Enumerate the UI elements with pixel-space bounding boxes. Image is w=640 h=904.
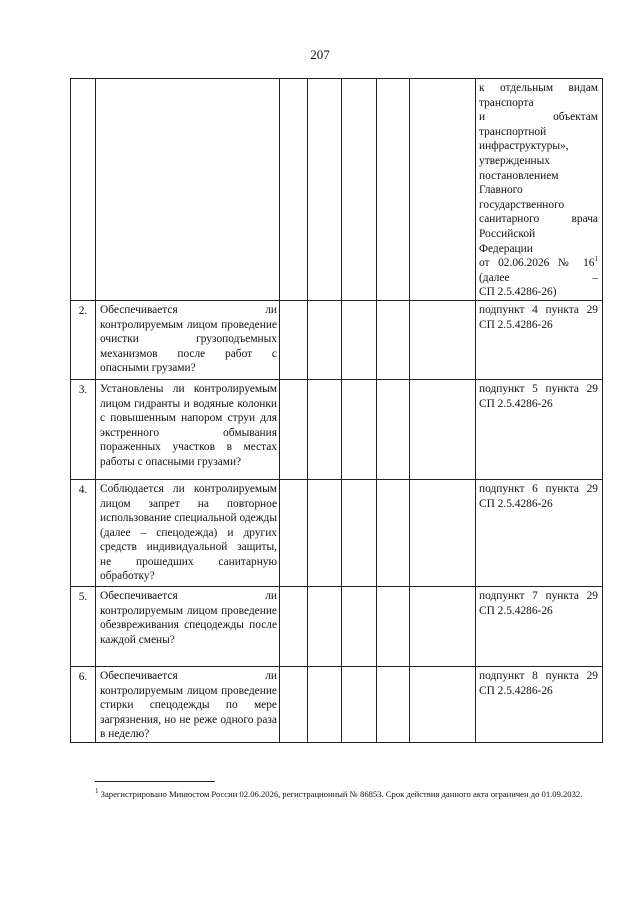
table-row bbox=[71, 379, 603, 479]
checklist-table bbox=[70, 78, 603, 743]
cell-mark bbox=[308, 586, 342, 666]
cell-mark bbox=[377, 79, 410, 301]
cell-mark bbox=[280, 666, 308, 742]
ref-line: санитарного врача bbox=[479, 213, 598, 226]
table-row bbox=[71, 586, 603, 666]
table-row-continuation bbox=[71, 79, 603, 301]
cell-mark bbox=[342, 300, 377, 379]
cell-mark bbox=[280, 586, 308, 666]
ref-line-text: от 02.06.2026 № 16 bbox=[479, 257, 595, 270]
cell-question bbox=[96, 79, 280, 301]
cell-note bbox=[410, 300, 476, 379]
ref-line: к отдельным видам bbox=[479, 82, 598, 94]
cell-mark bbox=[342, 79, 377, 301]
cell-reference: подпункт 4 пункта 29 СП 2.5.4286-26 bbox=[476, 300, 603, 379]
cell-note bbox=[410, 79, 476, 301]
cell-num: 3. bbox=[71, 379, 96, 479]
cell-mark bbox=[308, 79, 342, 301]
question-text: Обеспечивается ли контролируемым лицом проведение обезвреживания спецодежды после каждой смены? bbox=[100, 589, 277, 646]
cell-mark bbox=[377, 586, 410, 666]
cell-note bbox=[410, 666, 476, 742]
cell-mark bbox=[280, 300, 308, 379]
cell-note bbox=[410, 586, 476, 666]
footnote-divider bbox=[95, 781, 215, 782]
cell-mark bbox=[308, 479, 342, 586]
cell-mark bbox=[377, 666, 410, 742]
question-text: Соблюдается ли контролируемым лицом запрет на повторное использование специальной одежды (далее – спецодежда) и других средств индивидуальной защиты, не прошедших санитарную обработку? bbox=[100, 482, 277, 583]
table-row bbox=[71, 666, 603, 742]
cell-question bbox=[96, 666, 280, 742]
cell-mark bbox=[342, 666, 377, 742]
cell-num: 4. bbox=[71, 479, 96, 586]
cell-reference bbox=[476, 79, 603, 301]
question-text: Обеспечивается ли контролируемым лицом проведение очистки грузоподъемных механизмов после работ с опасными грузами? bbox=[100, 303, 277, 375]
cell-mark bbox=[377, 479, 410, 586]
cell-num bbox=[71, 79, 96, 301]
cell-reference: подпункт 6 пункта 29 СП 2.5.4286-26 bbox=[476, 479, 603, 586]
cell-mark bbox=[377, 300, 410, 379]
ref-line: Российской bbox=[479, 227, 536, 240]
ref-line-with-footnote bbox=[479, 256, 598, 271]
cell-reference: подпункт 8 пункта 29 СП 2.5.4286-26 bbox=[476, 666, 603, 742]
cell-num: 6. bbox=[71, 666, 96, 742]
ref-line: Главного bbox=[479, 184, 523, 197]
cell-reference: подпункт 7 пункта 29 СП 2.5.4286-26 bbox=[476, 586, 603, 666]
cell-mark bbox=[342, 586, 377, 666]
page-number: 207 bbox=[310, 47, 330, 62]
ref-line: транспортной bbox=[479, 125, 547, 138]
cell-mark bbox=[280, 79, 308, 301]
cell-mark bbox=[308, 379, 342, 479]
cell-question bbox=[96, 300, 280, 379]
cell-question bbox=[96, 479, 280, 586]
cell-mark bbox=[308, 666, 342, 742]
ref-line: постановлением bbox=[479, 169, 559, 182]
cell-mark bbox=[280, 379, 308, 479]
cell-note bbox=[410, 379, 476, 479]
cell-num: 5. bbox=[71, 586, 96, 666]
cell-num: 2. bbox=[71, 300, 96, 379]
footnote-text: Зарегистрировано Минюстом России 02.06.2026, регистрационный № 86853. Срок действия данного акта ограничен до 01.09.2032. bbox=[100, 789, 583, 799]
ref-line: и объектам bbox=[479, 111, 598, 124]
cell-reference: подпункт 5 пункта 29 СП 2.5.4286-26 bbox=[476, 379, 603, 479]
cell-question bbox=[96, 379, 280, 479]
cell-mark bbox=[342, 379, 377, 479]
footnote-mark: 1 bbox=[594, 255, 598, 264]
ref-line: государственного bbox=[479, 198, 565, 211]
ref-line: утвержденных bbox=[479, 154, 550, 167]
ref-line: Федерации bbox=[479, 242, 533, 255]
table-body bbox=[71, 79, 603, 743]
ref-line: транспорта bbox=[479, 96, 534, 109]
cell-question bbox=[96, 586, 280, 666]
footnote-mark: 1 bbox=[95, 787, 99, 796]
table-row bbox=[71, 479, 603, 586]
ref-line: (далее – bbox=[479, 271, 598, 284]
question-text: Установлены ли контролируемым лицом гидранты и водяные колонки с повышенным напором струи для экстренного обмывания пораженных участков в местах работы с опасными грузами? bbox=[100, 382, 277, 468]
cell-mark bbox=[308, 300, 342, 379]
cell-mark bbox=[342, 479, 377, 586]
ref-line: СП 2.5.4286-26) bbox=[479, 286, 557, 299]
cell-note bbox=[410, 479, 476, 586]
question-text: Обеспечивается ли контролируемым лицом проведение стирки спецодежды по мере загрязнения, но не реже одного раза в неделю? bbox=[100, 669, 277, 741]
cell-mark bbox=[377, 379, 410, 479]
table-row bbox=[71, 300, 603, 379]
ref-line: инфраструктуры», bbox=[479, 140, 569, 153]
footnote bbox=[95, 788, 585, 800]
cell-mark bbox=[280, 479, 308, 586]
